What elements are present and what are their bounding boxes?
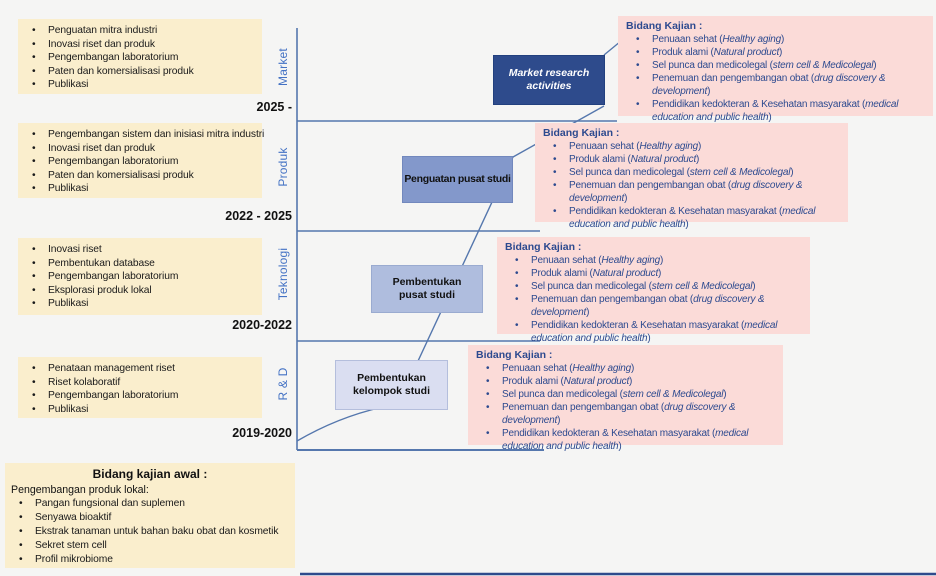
kajian-item: • Pendidikan kedokteran & Kesehatan masyarakat (medical education and public health)	[505, 319, 806, 345]
bidang-kajian-title: Bidang Kajian :	[626, 20, 703, 32]
list-item: • Paten dan komersialisasi produk	[18, 65, 258, 79]
kajian-item: • Penuaan sehat (Healthy aging)	[543, 140, 844, 153]
year-label-2025: 2025 -	[256, 100, 292, 114]
milestone-pembentukan-kelompok-studi: Pembentukan kelompok studi	[335, 360, 448, 410]
milestone-penguatan-pusat-studi: Penguatan pusat studi	[402, 156, 513, 203]
list-item: • Pengembangan laboratorium	[18, 155, 258, 169]
year-label-2020-2022: 2020-2022	[232, 318, 292, 332]
stage-label-teknologi: Teknologi	[276, 247, 290, 301]
activities-list-produk	[18, 123, 265, 200]
kajian-item: • Pendidikan kedokteran & Kesehatan masyarakat (medical education and public health)	[626, 98, 929, 124]
initial-focus-title: Bidang kajian awal :	[92, 467, 208, 481]
bidang-kajian-panel-market	[618, 16, 933, 123]
list-item: • Profil mikrobiome	[9, 553, 291, 567]
kajian-item: • Sel punca dan medicolegal (stem cell & Medicolegal)	[543, 166, 844, 179]
year-label-2019-2020: 2019-2020	[232, 426, 292, 440]
initial-focus-list	[9, 497, 291, 567]
kajian-item: • Pendidikan kedokteran & Kesehatan masyarakat (medical education and public health)	[543, 205, 844, 231]
list-item: • Inovasi riset dan produk	[18, 142, 258, 156]
activities-panel-produk	[18, 123, 265, 198]
list-item: • Publikasi	[18, 182, 258, 196]
kajian-item: • Produk alami (Natural product)	[543, 153, 844, 166]
activities-list-teknologi	[18, 238, 262, 315]
milestone-pembentukan-pusat-studi: Pembentukan pusat studi	[371, 265, 483, 313]
kajian-item: • Sel punca dan medicolegal (stem cell & Medicolegal)	[505, 280, 806, 293]
kajian-item: • Penemuan dan pengembangan obat (drug discovery & development)	[626, 72, 929, 98]
activities-panel-rnd	[18, 357, 262, 418]
kajian-item: • Produk alami (Natural product)	[476, 375, 779, 388]
initial-focus-subtitle: Pengembangan produk lokal:	[11, 484, 149, 496]
kajian-item: • Penuaan sehat (Healthy aging)	[626, 33, 929, 46]
bidang-kajian-title: Bidang Kajian :	[476, 349, 553, 361]
list-item: • Pembentukan database	[18, 257, 258, 271]
list-item: • Riset kolaboratif	[18, 376, 258, 390]
list-item: • Publikasi	[18, 403, 258, 417]
stage-label-produk: Produk	[276, 147, 290, 187]
initial-focus-panel	[5, 463, 295, 568]
kajian-item: • Penuaan sehat (Healthy aging)	[505, 254, 806, 267]
activities-list-rnd	[18, 357, 262, 420]
list-item: • Pengembangan laboratorium	[18, 389, 258, 403]
bidang-kajian-title: Bidang Kajian :	[505, 241, 582, 253]
kajian-item: • Penemuan dan pengembangan obat (drug discovery & development)	[476, 401, 779, 427]
year-label-2022-2025: 2022 - 2025	[225, 209, 292, 223]
list-item: • Paten dan komersialisasi produk	[18, 169, 258, 183]
kajian-item: • Penuaan sehat (Healthy aging)	[476, 362, 779, 375]
bidang-kajian-title: Bidang Kajian :	[543, 127, 620, 139]
list-item: • Sekret stem cell	[9, 539, 291, 553]
list-item: • Senyawa bioaktif	[9, 511, 291, 525]
list-item: • Penguatan mitra industri	[18, 24, 258, 38]
list-item: • Publikasi	[18, 297, 258, 311]
kajian-item: • Penemuan dan pengembangan obat (drug discovery & development)	[505, 293, 806, 319]
bidang-kajian-list	[626, 33, 929, 124]
list-item: • Ekstrak tanaman untuk bahan baku obat dan kosmetik	[9, 525, 291, 539]
activities-panel-teknologi	[18, 238, 262, 315]
bidang-kajian-panel-teknologi	[497, 237, 810, 344]
kajian-item: • Penemuan dan pengembangan obat (drug discovery & development)	[543, 179, 844, 205]
stage-label-market: Market	[276, 48, 290, 86]
list-item: • Pengembangan laboratorium	[18, 51, 258, 65]
activities-panel-market	[18, 19, 262, 94]
kajian-item: • Sel punca dan medicolegal (stem cell & Medicolegal)	[626, 59, 929, 72]
bidang-kajian-panel-produk	[535, 123, 848, 230]
list-item: • Pengembangan laboratorium	[18, 270, 258, 284]
list-item: • Inovasi riset	[18, 243, 258, 257]
bidang-kajian-list	[505, 254, 806, 345]
bidang-kajian-list	[543, 140, 844, 231]
list-item: • Pangan fungsional dan suplemen	[9, 497, 291, 511]
kajian-item: • Produk alami (Natural product)	[626, 46, 929, 59]
list-item: • Pengembangan sistem dan inisiasi mitra industri	[18, 128, 258, 142]
kajian-item: • Produk alami (Natural product)	[505, 267, 806, 280]
kajian-item: • Pendidikan kedokteran & Kesehatan masyarakat (medical education and public health)	[476, 427, 779, 453]
list-item: • Publikasi	[18, 78, 258, 92]
list-item: • Inovasi riset dan produk	[18, 38, 258, 52]
bidang-kajian-list	[476, 362, 779, 453]
kajian-item: • Sel punca dan medicolegal (stem cell & Medicolegal)	[476, 388, 779, 401]
bidang-kajian-panel-rnd	[468, 345, 783, 452]
list-item: • Penataan management riset	[18, 362, 258, 376]
stage-label-rnd: R & D	[276, 367, 290, 401]
list-item: • Eksplorasi produk lokal	[18, 284, 258, 298]
milestone-market-research-activities: Market research activities	[493, 55, 605, 105]
activities-list-market	[18, 19, 262, 96]
